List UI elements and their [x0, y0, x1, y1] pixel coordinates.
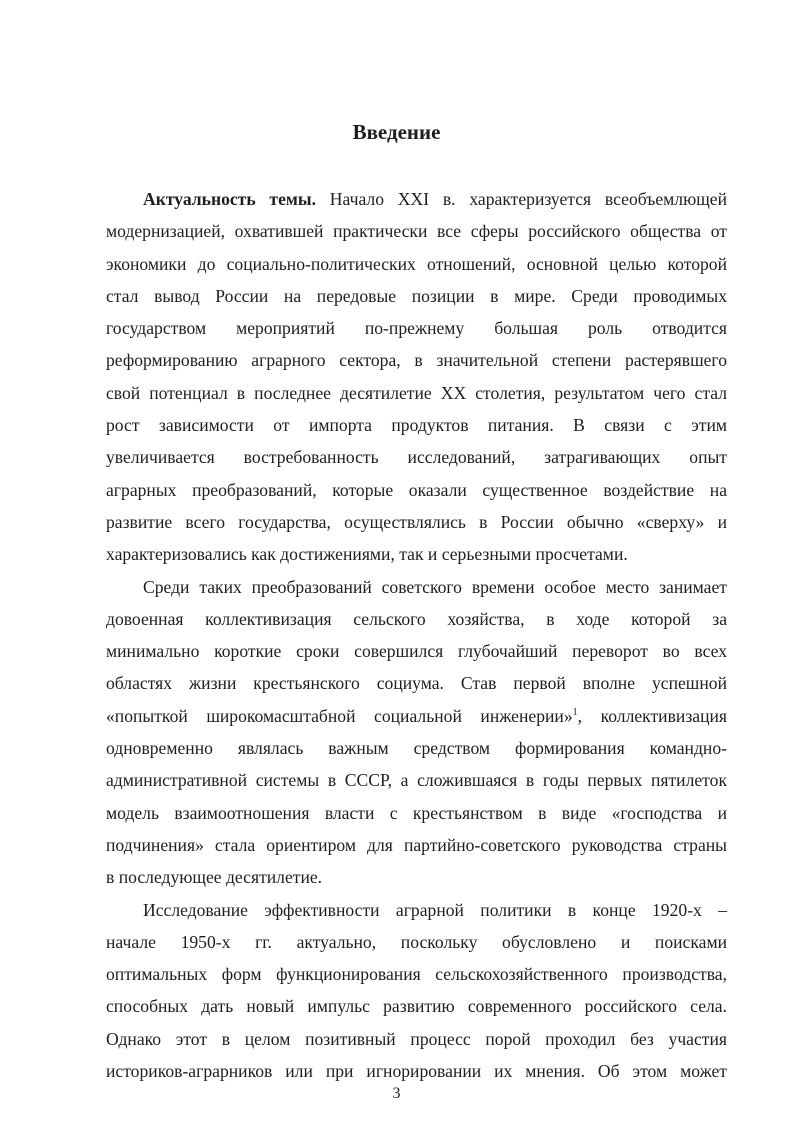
text-line: экономики до социально-политических отношений, основной целью которой — [106, 253, 727, 274]
text-line: Исследование эффективности аграрной политики в конце 1920-х – — [143, 899, 727, 920]
footnote-ref[interactable]: 1 — [572, 706, 578, 718]
text-line: историков-аграрников или при игнорировании их мнения. Об этом может — [106, 1061, 727, 1082]
text-line: рост зависимости от импорта продуктов питания. В связи с этим — [106, 415, 727, 436]
text-line: Актуальность темы. Начало XXI в. характеризуется всеобъемлющей — [143, 189, 727, 209]
text-line: оптимальных форм функционирования сельскохозяйственного производства, — [106, 964, 727, 985]
text-line: стал вывод России на передовые позиции в мире. Среди проводимых — [106, 285, 727, 306]
text-line: минимально короткие сроки совершился глубочайший переворот во всех — [106, 641, 727, 662]
text-line: модернизацией, охватившей практически все сферы российского общества от — [106, 221, 727, 242]
text-line: подчинения» стала ориентиром для партийно-советского руководства страны — [106, 834, 727, 855]
text-line: развитие всего государства, осуществлялись в России обычно «сверху» и — [106, 511, 727, 532]
text-line: аграрных преобразований, которые оказали существенное воздействие на — [106, 479, 727, 500]
text-line: одновременно являлась важным средством формирования командно- — [106, 738, 727, 759]
text-line: способных дать новый импульс развитию современного российского села. — [106, 996, 727, 1017]
text-line: модель взаимоотношения власти с крестьянством в виде «господства и — [106, 802, 727, 823]
body-text — [106, 183, 727, 1087]
text-line: областях жизни крестьянского социума. Став первой вполне успешной — [106, 673, 727, 694]
text-line: «попыткой широкомасштабной социальной инженерии»$^1$, коллективизация — [106, 705, 727, 726]
page-number: 3 — [392, 1085, 401, 1102]
text-line: в последующее десятилетие. — [106, 867, 323, 888]
text-line: свой потенциал в последнее десятилетие XX столетия, результатом чего стал — [106, 382, 727, 403]
text-line: административной системы в СССР, а сложившаяся в годы первых пятилеток — [106, 770, 727, 791]
text-line: Однако этот в целом позитивный процесс порой проходил без участия — [106, 1028, 727, 1049]
lead-phrase: Актуальность темы. — [143, 189, 316, 209]
text-line: государством мероприятий по-прежнему большая роль отводится — [106, 318, 727, 339]
text-line: характеризовались как достижениями, так и серьезными просчетами. — [106, 544, 628, 565]
page-title: Введение — [352, 120, 441, 144]
text-line: Среди таких преобразований советского времени особое место занимает — [143, 576, 727, 597]
text-line: довоенная коллективизация сельского хозяйства, в ходе которой за — [106, 608, 727, 629]
text-line: увеличивается востребованность исследований, затрагивающих опыт — [106, 447, 727, 468]
text-line: реформированию аграрного сектора, в значительной степени растерявшего — [106, 350, 727, 371]
text-line: начале 1950-х гг. актуально, поскольку обусловлено и поисками — [106, 931, 727, 952]
